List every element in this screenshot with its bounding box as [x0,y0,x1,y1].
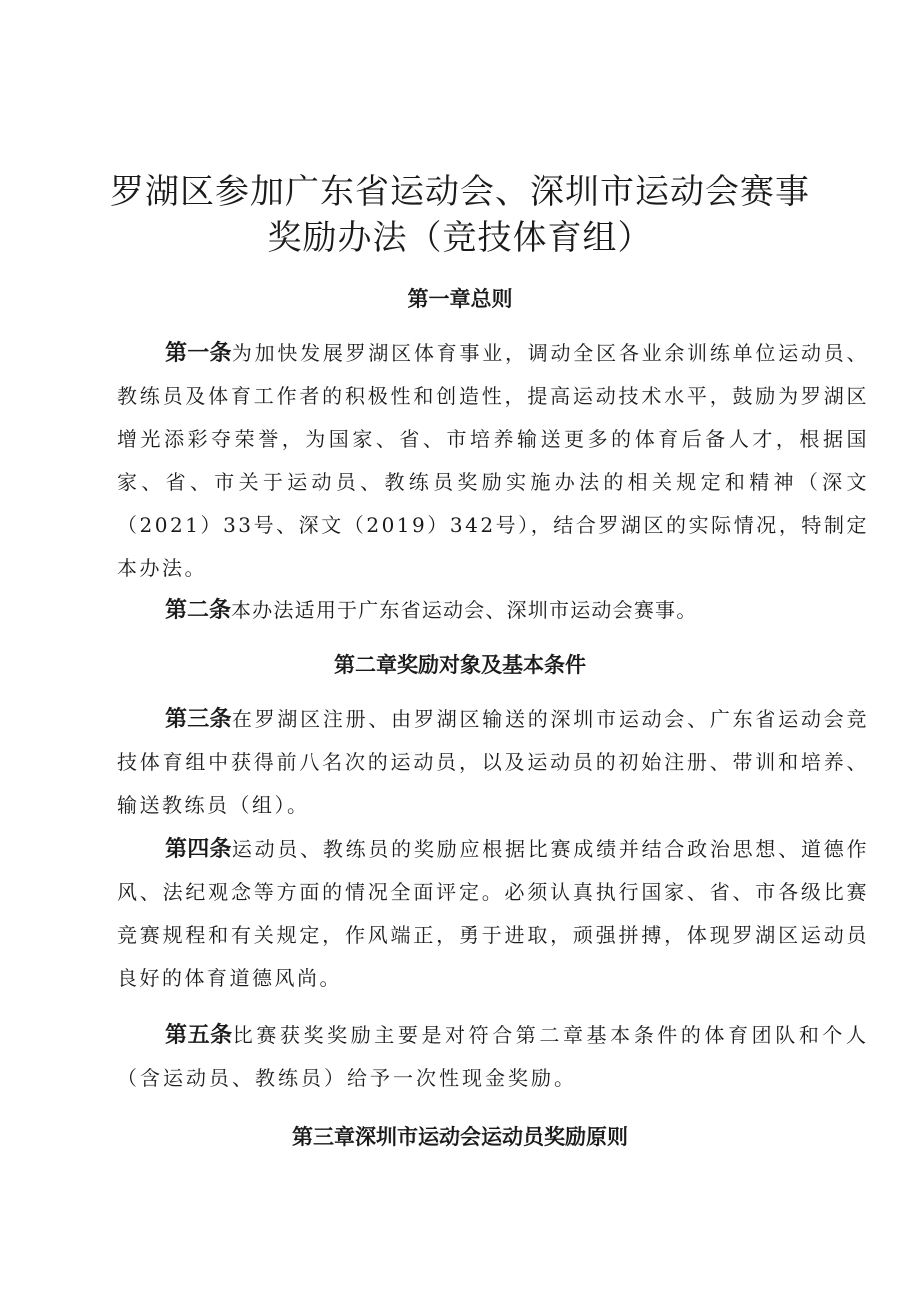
article-5-label: 第五条 [165,1023,233,1048]
article-1-text: 为加快发展罗湖区体育事业，调动全区各业余训练单位运动员、教练员及体育工作者的积极性和创造性，提高运动技术水平，鼓励为罗湖区增光添彩夺荣誉，为国家、省、市培养输送更多的体育后备人才，根据国家、省、市关于运动员、教练员奖励实施办法的相关规定和精神（深文（2021）33号、深文（2019）342号），结合罗湖区的实际情况，特制定本办法。 [117,341,869,580]
article-4-text: 运动员、教练员的奖励应根据比赛成绩并结合政治思想、道德作风、法纪观念等方面的情况全面评定。必须认真执行国家、省、市各级比赛竞赛规程和有关规定，作风端正，勇于进取，顽强拼搏，体现罗湖区运动员良好的体育道德风尚。 [117,837,869,990]
article-2-text: 本办法适用于广东省运动会、深圳市运动会赛事。 [231,598,698,622]
chapter-3-heading: 第三章深圳市运动会运动员奖励原则 [292,1125,628,1149]
document-title-line-1: 罗湖区参加广东省运动会、深圳市运动会赛事 [110,172,810,212]
article-2 [117,589,869,632]
chapter-1-heading: 第一章总则 [407,287,513,311]
article-1 [117,332,869,590]
article-5 [117,1014,869,1100]
article-3-text: 在罗湖区注册、由罗湖区输送的深圳市运动会、广东省运动会竞技体育组中获得前八名次的运动员，以及运动员的初始注册、带训和培养、输送教练员（组）。 [117,707,869,817]
article-5-text: 比赛获奖奖励主要是对符合第二章基本条件的体育团队和个人（含运动员、教练员）给予一次性现金奖励。 [117,1023,869,1090]
article-4 [117,828,869,1000]
article-2-label: 第二条 [165,598,232,623]
article-3-label: 第三条 [165,707,232,732]
document-title-line-2: 奖励办法（竞技体育组） [267,218,653,258]
article-4-label: 第四条 [165,837,232,862]
chapter-2-heading: 第二章奖励对象及基本条件 [334,653,586,677]
article-3 [117,698,869,827]
article-1-label: 第一条 [165,341,232,366]
